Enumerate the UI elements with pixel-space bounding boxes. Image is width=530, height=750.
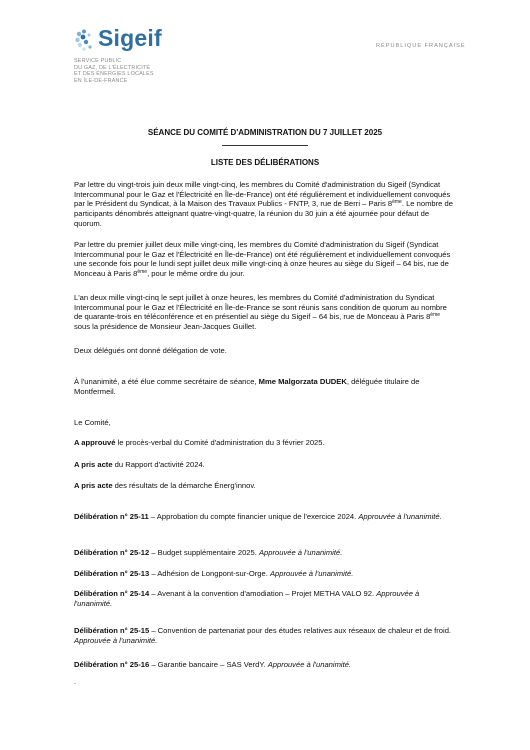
text: , pour le même ordre du jour.	[147, 269, 245, 279]
paragraph-le-comite: Le Comité,	[74, 418, 111, 427]
text: des résultats de la démarche Énerg'innov.	[112, 481, 256, 490]
document-title: SÉANCE DU COMITÉ D'ADMINISTRATION DU 7 JUILLET 2025	[147, 128, 383, 137]
paragraph-reunion	[74, 293, 456, 332]
deliberation-number: Délibération n° 25-15	[74, 626, 150, 635]
deliberation-number: Délibération n° 25-13	[74, 569, 150, 578]
bold-text: A pris acte	[74, 460, 113, 469]
republique-francaise-label: RÉPUBLIQUE FRANÇAISE	[376, 43, 466, 49]
logo-subtitle-line: EN ÎLE-DE-FRANCE	[74, 77, 128, 84]
deliberation-status: Approuvée à l'unanimité.	[358, 512, 442, 521]
text: du Rapport d'activité 2024.	[112, 460, 205, 469]
deliberation-status: Approuvée à l'unanimité.	[267, 660, 352, 669]
deliberation-text: – Adhésion de Longpont-sur-Orge.	[149, 569, 270, 578]
deliberation-item	[74, 548, 456, 558]
logo-subtitle-line: SERVICE PUBLIC	[74, 58, 122, 64]
paragraph-secretaire	[74, 377, 456, 396]
deliberation-item	[74, 569, 456, 579]
deliberation-status: Approuvée à l'unanimité.	[74, 635, 158, 645]
deliberation-number: Délibération n° 25-11	[74, 512, 149, 521]
deliberation-item	[74, 626, 456, 645]
text: À l'unanimité, a été élue comme secrétaire de séance,	[74, 377, 259, 386]
deliberation-status: Approuvée à l'unanimité.	[269, 569, 354, 578]
trailing-mark: .	[74, 679, 76, 686]
deliberation-text: – Approbation du compte financier unique de l'exercice 2024.	[148, 512, 359, 521]
deliberation-number: Délibération n° 25-14	[74, 589, 150, 598]
paragraph-approuve	[74, 438, 456, 448]
bold-text: A pris acte	[74, 481, 113, 490]
deliberation-item	[74, 589, 456, 608]
text: , déléguée titulaire de Montfermeil.	[74, 377, 420, 396]
bold-text: A approuvé	[74, 438, 116, 447]
superscript: ème	[392, 199, 402, 206]
logo-wordmark: Sigeif	[98, 25, 162, 51]
deliberation-status: Approuvée à l'unanimité.	[258, 548, 343, 557]
document-subtitle: LISTE DES DÉLIBÉRATIONS	[210, 158, 320, 167]
deliberation-number: Délibération n° 25-12	[74, 548, 150, 557]
paragraph-pris-acte-energinnov	[74, 481, 456, 491]
text: sous la présidence de Monsieur Jean-Jacques Guillet.	[74, 322, 257, 332]
superscript: ème	[430, 312, 441, 319]
superscript: ème	[137, 269, 148, 276]
deliberation-number: Délibération n° 25-16	[74, 660, 150, 669]
sigeif-logo-icon	[74, 28, 98, 54]
logo-subtitle-line: DU GAZ, DE L'ÉLECTRICITÉ	[74, 64, 151, 71]
deliberation-status: Approuvée à l'unanimité.	[74, 589, 420, 608]
deliberation-text: – Budget supplémentaire 2025.	[149, 548, 259, 557]
deliberation-text: – Convention de partenariat pour des études relatives aux réseaux de chaleur et de froid.	[149, 626, 452, 635]
text: le procès-verbal du Comité d'administration du 3 février 2025.	[115, 438, 325, 447]
deliberation-text: – Avenant à la convention d'amodiation – Projet METHA VALO 92.	[149, 589, 377, 598]
text: . Le nombre de participants dénombrés atteignant quatre-vingt-quatre, la réunion du 30 juin a été ajournée pour défaut de quorum.	[74, 199, 453, 228]
deliberation-item	[74, 512, 456, 522]
secretary-name: Mme Malgorzata DUDEK	[258, 377, 347, 386]
deliberation-item	[74, 660, 456, 670]
paragraph-delegation: Deux délégués ont donné délégation de vote.	[74, 346, 227, 355]
text: L'an deux mille vingt-cinq le sept juillet à onze heures, les membres du Comité d'administration du Syndicat Intercommunal pour le Gaz et l'Électricité en Île-de-France se sont réunis sans condition de quorum au nombre de quarante-trois en téléconférence et en présentiel au siège du Sigeif – 64 bis, rue de Monceau à Paris 8	[74, 293, 447, 322]
paragraph-pris-acte-rapport	[74, 460, 456, 470]
paragraph-convocation-2	[74, 240, 456, 279]
text: Par lettre du premier juillet deux mille vingt-cinq, les membres du Comité d'administration du Sigeif (Syndicat Intercommunal pour le Gaz et l'Électricité en Île-de-France) ont été régulièrement et individuellement convoqués une seconde fois pour le lundi sept juillet deux mille vingt-cinq à onze heures au siège du Sigeif – 64 bis, rue de Monceau à Paris 8	[74, 240, 451, 279]
logo-subtitle	[74, 58, 154, 84]
sigeif-logo	[74, 25, 194, 54]
deliberation-text: – Garantie bancaire – SAS VerdY.	[149, 660, 268, 669]
logo-subtitle-line: ET DES ÉNERGIES LOCALES	[74, 71, 154, 78]
title-divider	[222, 145, 308, 146]
paragraph-convocation-1	[74, 180, 456, 229]
text: Par lettre du vingt-trois juin deux mille vingt-cinq, les membres du Comité d'administration du Sigeif (Syndicat Intercommunal pour le Gaz et l'Électricité en Île-de-France) ont été régulièrement et individuellement convoqués par le Président du Syndicat, à la Maison des Travaux Publics - FNTP, 3, rue de Berri – Paris 8	[74, 180, 451, 209]
